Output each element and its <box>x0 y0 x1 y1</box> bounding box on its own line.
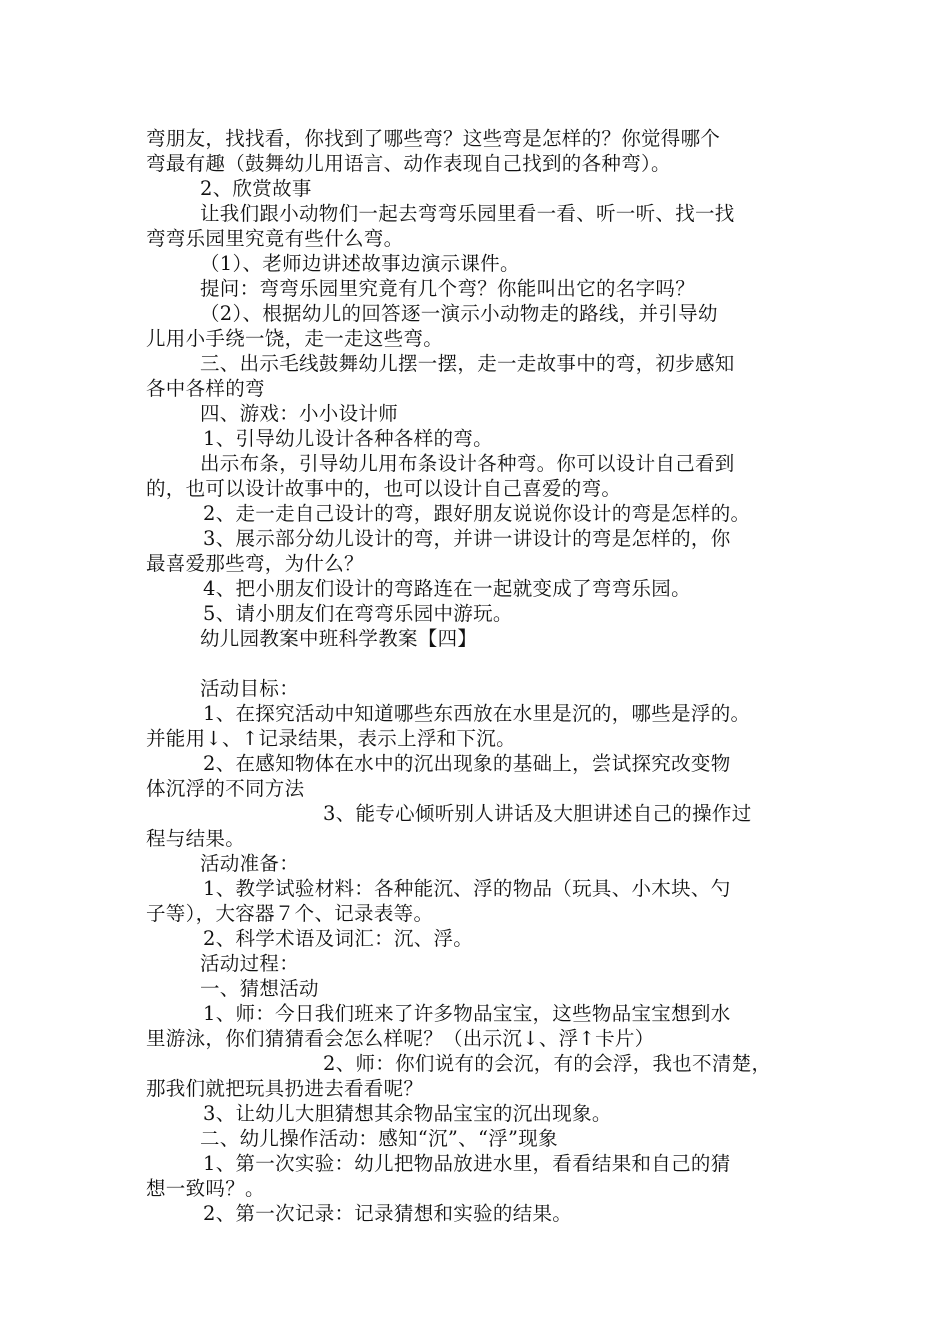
text-line: 出示布条，引导幼儿用布条设计各种弯。你可以设计自己看到 <box>200 452 735 475</box>
text-line: 3、能专心倾听别人讲话及大胆讲述自己的操作过 <box>323 802 752 825</box>
text-line: 最喜爱那些弯，为什么？ <box>146 552 364 575</box>
text-line: 体沉浮的不同方法 <box>146 777 305 800</box>
text-line: 弯朋友，找找看，你找到了哪些弯？这些弯是怎样的？你觉得哪个 <box>146 127 721 150</box>
text-line: 并能用↓、↑记录结果，表示上浮和下沉。 <box>146 727 516 750</box>
text-line: 那我们就把玩具扔进去看看呢？ <box>146 1077 424 1100</box>
text-line: 2、欣赏故事 <box>200 177 312 200</box>
text-line: 的，也可以设计故事中的，也可以设计自己喜爱的弯。 <box>146 477 622 500</box>
text-line: 想一致吗？。 <box>146 1177 265 1200</box>
text-line: 4、把小朋友们设计的弯路连在一起就变成了弯弯乐园。 <box>203 577 691 600</box>
text-line: 3、展示部分幼儿设计的弯，并讲一讲设计的弯是怎样的，你 <box>203 527 731 550</box>
text-line: 各中各样的弯 <box>146 377 265 400</box>
text-line: 2、在感知物体在水中的沉出现象的基础上，尝试探究改变物 <box>203 752 731 775</box>
text-line: 二、幼儿操作活动：感知“沉”、“浮”现象 <box>200 1127 558 1150</box>
text-line: 3、让幼儿大胆猜想其余物品宝宝的沉出现象。 <box>203 1102 612 1125</box>
text-line: 活动目标： <box>200 677 300 700</box>
text-line: 弯最有趣（鼓舞幼儿用语言、动作表现自己找到的各种弯）。 <box>146 152 671 175</box>
text-line: 让我们跟小动物们一起去弯弯乐园里看一看、听一听、找一找 <box>200 202 735 225</box>
text-line: 1、在探究活动中知道哪些东西放在水里是沉的，哪些是浮的。 <box>203 702 751 725</box>
text-line: 5、请小朋友们在弯弯乐园中游玩。 <box>203 602 513 625</box>
text-line: 1、师：今日我们班来了许多物品宝宝，这些物品宝宝想到水 <box>203 1002 731 1025</box>
text-line: （2）、根据幼儿的回答逐一演示小动物走的路线，并引导幼 <box>200 302 718 325</box>
text-line: 一、猜想活动 <box>200 977 319 1000</box>
text-line: 1、教学试验材料：各种能沉、浮的物品（玩具、小木块、勺 <box>203 877 731 900</box>
text-line: 1、引导幼儿设计各种各样的弯。 <box>203 427 493 450</box>
text-line: （1）、老师边讲述故事边演示课件。 <box>200 252 520 275</box>
text-line: 2、师：你们说有的会沉，有的会浮，我也不清楚， <box>323 1052 772 1075</box>
text-line: 2、走一走自己设计的弯，跟好朋友说说你设计的弯是怎样的。 <box>203 502 751 525</box>
text-line: 四、游戏：小小设计师 <box>200 402 399 425</box>
text-line: 程与结果。 <box>146 827 246 850</box>
text-line: 提问：弯弯乐园里究竟有几个弯？你能叫出它的名字吗？ <box>200 277 696 300</box>
text-line: 弯弯乐园里究竟有些什么弯。 <box>146 227 404 250</box>
text-line: 子等），大容器７个、记录表等。 <box>146 902 434 925</box>
text-line: 1、第一次实验：幼儿把物品放进水里，看看结果和自己的猜 <box>203 1152 731 1175</box>
text-line: 2、科学术语及词汇：沉、浮。 <box>203 927 474 950</box>
text-line: 活动准备： <box>200 852 300 875</box>
text-line: 三、出示毛线鼓舞幼儿摆一摆，走一走故事中的弯，初步感知 <box>200 352 735 375</box>
text-line: 2、第一次记录：记录猜想和实验的结果。 <box>203 1202 573 1225</box>
text-line: 活动过程： <box>200 952 300 975</box>
section-heading: 幼儿园教案中班科学教案【四】 <box>200 627 478 650</box>
text-line: 里游泳，你们猜猜看会怎么样呢？（出示沉↓、浮↑卡片） <box>146 1027 655 1050</box>
text-line: 儿用小手绕一饶，走一走这些弯。 <box>146 327 444 350</box>
